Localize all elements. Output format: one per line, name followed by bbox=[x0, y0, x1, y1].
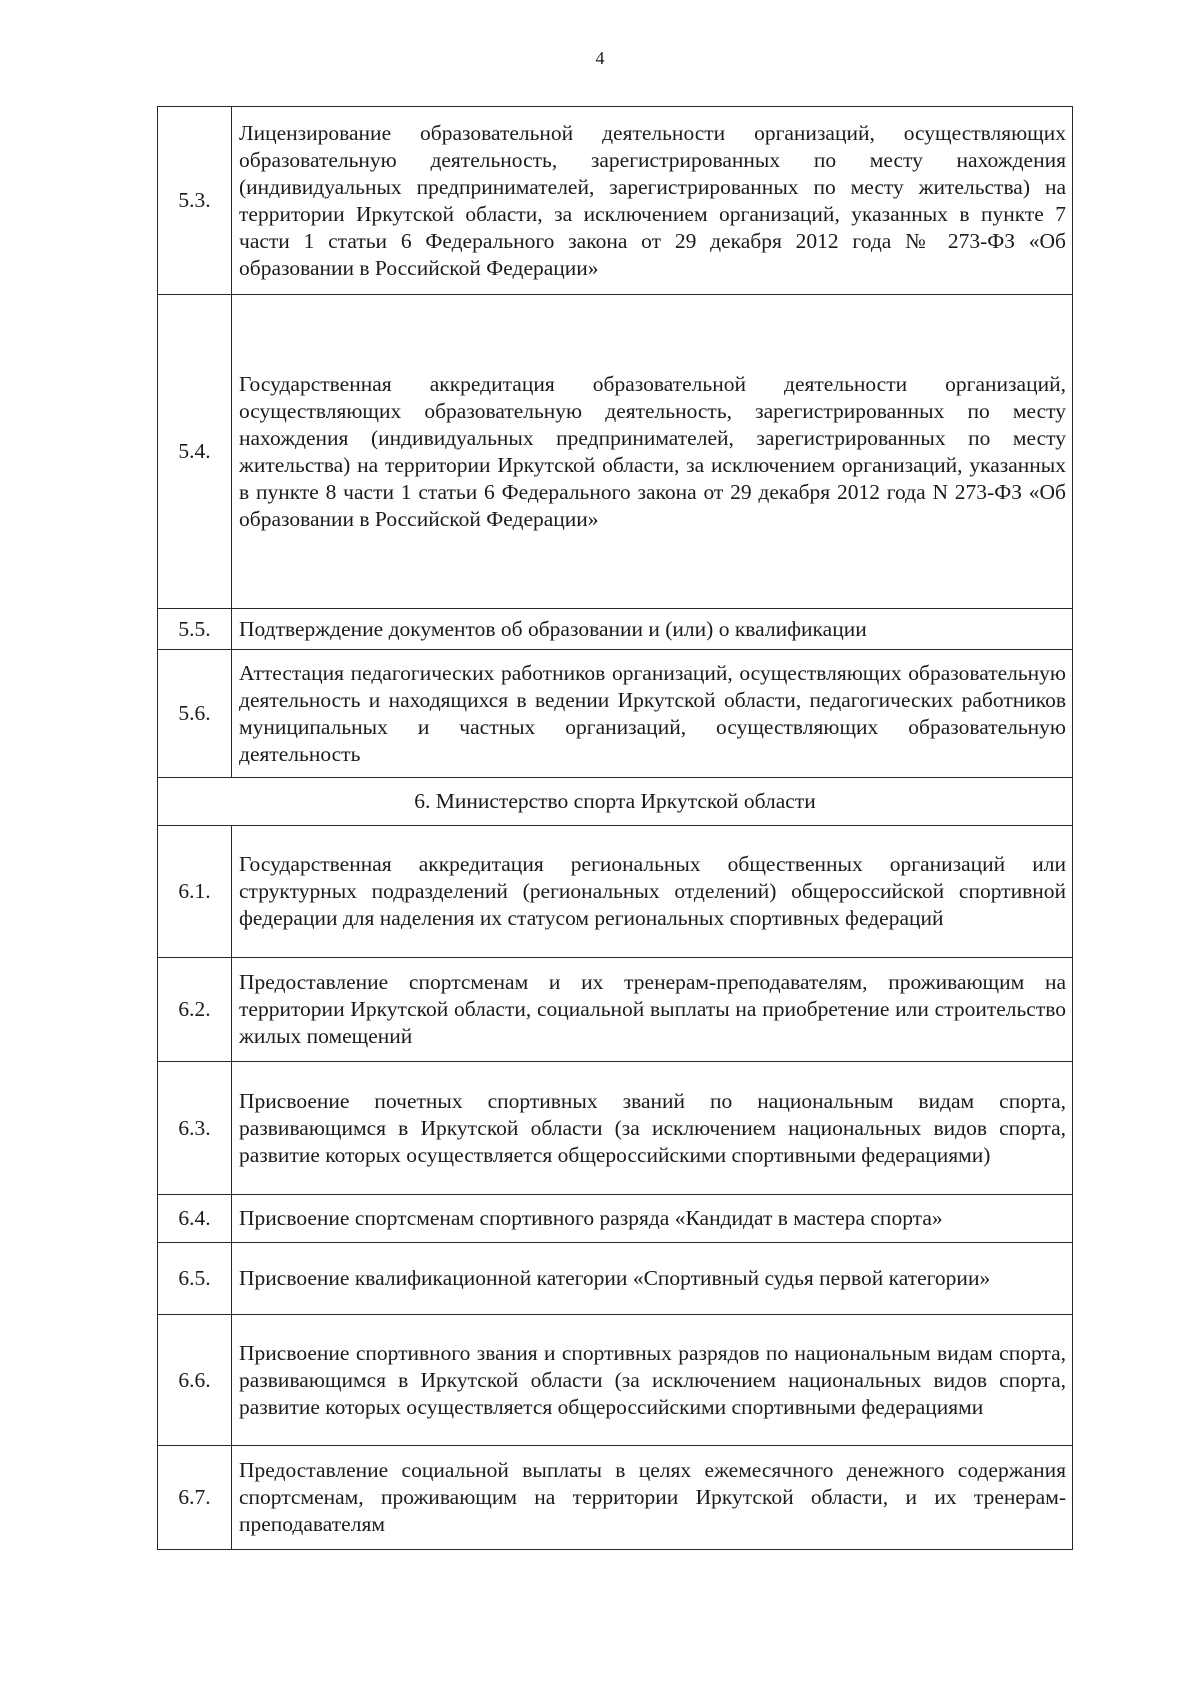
row-number: 6.1. bbox=[158, 826, 232, 958]
row-number: 5.5. bbox=[158, 609, 232, 650]
row-text: Государственная аккредитация региональных общественных организаций или структурных подразделений (региональных отделений) общероссийской спортивной федерации для наделения их статусом региональных спортивных федераций bbox=[232, 826, 1073, 958]
row-text: Лицензирование образовательной деятельности организаций, осуществляющих образовательную деятельность, зарегистрированных по месту нахождения (индивидуальных предпринимателей, зарегистрированных по месту жительства) на территории Иркутской области, за исключением организаций, указанных в пункте 7 части 1 статьи 6 Федерального закона от 29 декабря 2012 года № 273-ФЗ «Об образовании в Российской Федерации» bbox=[232, 107, 1073, 295]
section-title: 6. Министерство спорта Иркутской области bbox=[158, 778, 1073, 826]
table-row bbox=[158, 1315, 1073, 1446]
table-row bbox=[158, 295, 1073, 609]
table-row bbox=[158, 1446, 1073, 1550]
row-number: 6.7. bbox=[158, 1446, 232, 1550]
row-text: Присвоение спортсменам спортивного разряда «Кандидат в мастера спорта» bbox=[232, 1195, 1073, 1243]
row-number: 6.3. bbox=[158, 1062, 232, 1195]
table-row bbox=[158, 958, 1073, 1062]
row-number: 6.5. bbox=[158, 1243, 232, 1315]
row-number: 5.3. bbox=[158, 107, 232, 295]
row-text: Присвоение квалификационной категории «Спортивный судья первой категории» bbox=[232, 1243, 1073, 1315]
services-table bbox=[157, 106, 1073, 1550]
row-text: Предоставление социальной выплаты в целях ежемесячного денежного содержания спортсменам, проживающим на территории Иркутской области, и их тренерам-преподавателям bbox=[232, 1446, 1073, 1550]
table-row bbox=[158, 650, 1073, 778]
row-text: Государственная аккредитация образовательной деятельности организаций, осуществляющих образовательную деятельность, зарегистрированных по месту нахождения (индивидуальных предпринимателей, зарегистрированных по месту жительства) на территории Иркутской области, за исключением организаций, указанных в пункте 8 части 1 статьи 6 Федерального закона от 29 декабря 2012 года N 273-ФЗ «Об образовании в Российской Федерации» bbox=[232, 295, 1073, 609]
row-text: Подтверждение документов об образовании и (или) о квалификации bbox=[232, 609, 1073, 650]
section-header-row bbox=[158, 778, 1073, 826]
row-number: 6.6. bbox=[158, 1315, 232, 1446]
table-row bbox=[158, 1195, 1073, 1243]
table-row bbox=[158, 826, 1073, 958]
table-row bbox=[158, 609, 1073, 650]
row-number: 6.4. bbox=[158, 1195, 232, 1243]
row-number: 6.2. bbox=[158, 958, 232, 1062]
table-row bbox=[158, 1062, 1073, 1195]
row-text: Присвоение спортивного звания и спортивных разрядов по национальным видам спорта, развивающимся в Иркутской области (за исключением национальных видов спорта, развитие которых осуществляется общероссийскими спортивными федерациями bbox=[232, 1315, 1073, 1446]
row-text: Аттестация педагогических работников организаций, осуществляющих образовательную деятельность и находящихся в ведении Иркутской области, педагогических работников муниципальных и частных организаций, осуществляющих образовательную деятельность bbox=[232, 650, 1073, 778]
row-number: 5.4. bbox=[158, 295, 232, 609]
row-text: Предоставление спортсменам и их тренерам-преподавателям, проживающим на территории Иркутской области, социальной выплаты на приобретение или строительство жилых помещений bbox=[232, 958, 1073, 1062]
row-number: 5.6. bbox=[158, 650, 232, 778]
row-text: Присвоение почетных спортивных званий по национальным видам спорта, развивающимся в Иркутской области (за исключением национальных видов спорта, развитие которых осуществляется общероссийскими спортивными федерациями) bbox=[232, 1062, 1073, 1195]
page-number: 4 bbox=[595, 48, 605, 68]
table-row bbox=[158, 1243, 1073, 1315]
table-row bbox=[158, 107, 1073, 295]
